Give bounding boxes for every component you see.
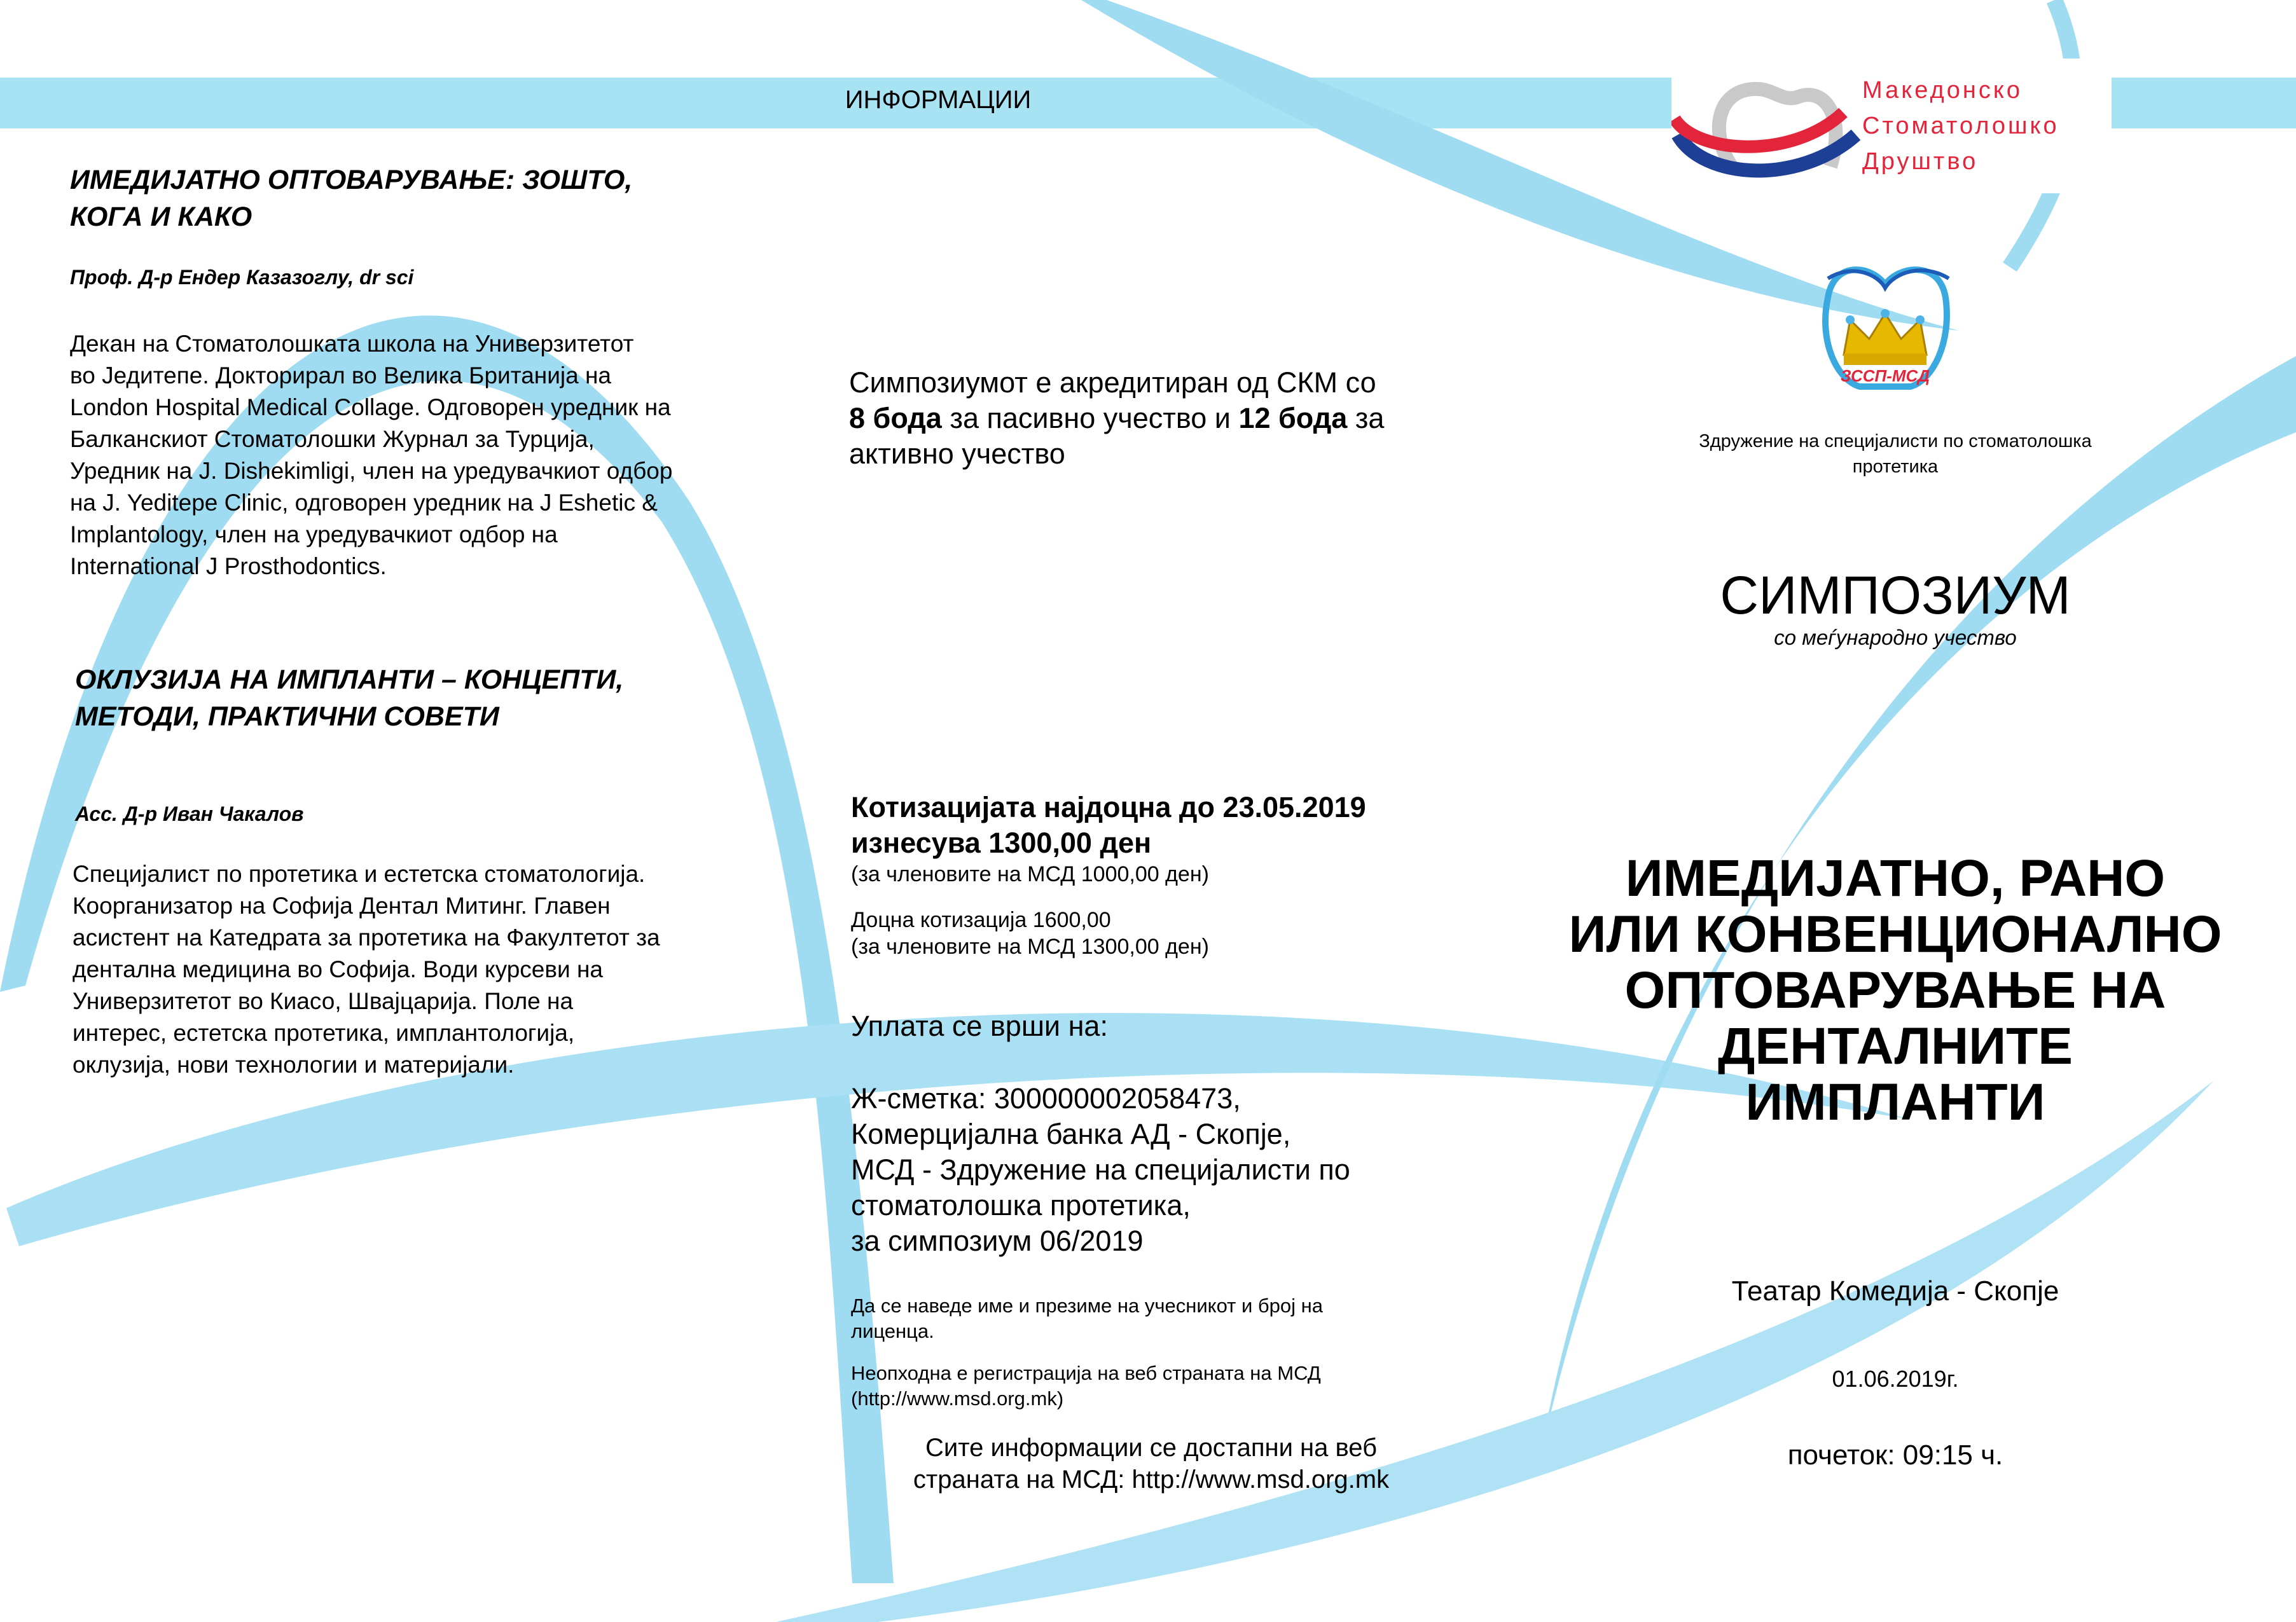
event-title-line: ДЕНТАЛНИТЕ: [1718, 1017, 2073, 1075]
talk2-speaker: Асс. Д-р Иван Чакалов: [75, 802, 304, 825]
zssp-crown-logo: [1815, 259, 1955, 393]
payment-line: Ж-сметка: 300000002058473,: [851, 1082, 1241, 1115]
association-line: протетика: [1852, 457, 1939, 477]
payment-line: стоматолошка протетика,: [851, 1189, 1191, 1221]
payment-line: Комерцијална банка АД - Скопје,: [851, 1118, 1291, 1150]
fee-member-note: (за членовите на МСД 1000,00 ден): [851, 862, 1209, 886]
bio-line: дентална медицина во Софија. Води курсеви на: [73, 956, 603, 982]
fee-block: [851, 790, 1512, 960]
accreditation-line: Симпозиумот е акредитиран од СКМ со: [849, 366, 1376, 399]
payment-heading: Уплата се врши на:: [851, 1010, 1108, 1042]
talk2-title: [75, 661, 775, 735]
payment-details: [851, 1081, 1551, 1259]
event-title-line: ОПТОВАРУВАЊЕ НА: [1624, 961, 2166, 1019]
event-title-line: ИМПЛАНТИ: [1745, 1073, 2045, 1131]
event-title-line: ИМЕДИЈАТНО, РАНО: [1625, 849, 2166, 907]
event-subtitle: со меѓународно учество: [1774, 626, 2017, 649]
website-line: страната на МСД: http://www.msd.org.mk: [913, 1466, 1390, 1494]
bio-line: Коорганизатор на Софија Дентал Митинг. Главен: [73, 893, 611, 919]
talk1-speaker: Проф. Д-р Ендер Казазоглу, dr sci: [70, 266, 414, 289]
association-name: [1628, 429, 2162, 479]
bio-line: во Једитепе. Докторирал во Велика Британија на: [70, 362, 611, 388]
event-start-time: почеток: 09:15 ч.: [1787, 1440, 2003, 1471]
talk2-bio: [73, 858, 804, 1081]
bio-line: Уредник на J. Dishekimligi, член на уредувачкиот одбор: [70, 458, 673, 484]
bio-line: International J Prosthodontics.: [70, 553, 387, 579]
event-date: 01.06.2019г.: [1832, 1366, 1959, 1392]
accreditation-text: [849, 365, 1511, 472]
fee-line: изнесува 1300,00 ден: [851, 827, 1152, 859]
crown-logo-label: ЗССП-МСД: [1840, 366, 1930, 385]
logo-line: Друштво: [1862, 148, 1979, 175]
bio-line: интерес, естетска протетика, имплантологија,: [73, 1020, 575, 1046]
payment-line: за симпозиум 06/2019: [851, 1225, 1144, 1257]
bio-line: Implantology, член на уредувачкиот одбор на: [70, 521, 558, 547]
accreditation-connector: за: [1347, 402, 1385, 434]
event-venue: Театар Комедија - Скопје: [1731, 1275, 2059, 1307]
bio-line: оклузија, нови технологии и материјали.: [73, 1052, 515, 1078]
event-title-line: ИЛИ КОНВЕНЦИОНАЛНО: [1568, 905, 2222, 963]
event-type: СИМПОЗИУМ: [1720, 565, 2071, 625]
website-line: Сите информации се достапни на веб: [925, 1434, 1377, 1462]
talk2-title-line: МЕТОДИ, ПРАКТИЧНИ СОВЕТИ: [75, 701, 499, 732]
registration-notes: [851, 1293, 1525, 1412]
note-line: Да се наведе име и презиме на учесникот и број на: [851, 1295, 1323, 1317]
header-band-label: ИНФОРМАЦИИ: [845, 86, 1032, 114]
talk1-title-line: КОГА И КАКО: [70, 202, 252, 232]
event-title: [1526, 851, 2264, 1131]
association-line: Здружение на специјалисти по стоматолошка: [1699, 431, 2092, 451]
talk2-title-line: ОКЛУЗИЈА НА ИМПЛАНТИ – КОНЦЕПТИ,: [75, 664, 624, 695]
logo-line: Македонско: [1862, 77, 2023, 104]
website-info: [871, 1432, 1431, 1495]
bio-line: Универзитетот во Киасо, Швајцарија. Поле на: [73, 988, 574, 1014]
msd-tooth-icon: [1671, 58, 1862, 193]
accreditation-line: [849, 401, 1511, 436]
talk1-title-line: ИМЕДИЈАТНО ОПТОВАРУВАЊЕ: ЗОШТО,: [70, 165, 633, 195]
accreditation-line: активно учество: [849, 437, 1065, 470]
payment-line: МСД - Здружение на специјалисти по: [851, 1153, 1350, 1186]
passive-points: 8 бода: [849, 402, 942, 434]
fee-line: Котизацијата најдоцна до 23.05.2019: [851, 791, 1366, 823]
bio-line: London Hospital Medical Collage. Одговорен уредник на: [70, 394, 671, 420]
late-fee-member-note: (за членовите на МСД 1300,00 ден): [851, 935, 1209, 959]
accreditation-connector: за пасивно учество и: [941, 402, 1239, 434]
talk1-bio: [70, 328, 789, 582]
bio-line: асистент на Катедрата за протетика на Факултетот за: [73, 924, 660, 951]
active-points: 12 бода: [1238, 402, 1348, 434]
late-fee: Доцна котизација 1600,00: [851, 908, 1111, 932]
note-line: (http://www.msd.org.mk): [851, 1387, 1064, 1410]
msd-logo: [1671, 58, 2112, 193]
logo-line: Стоматолошко: [1862, 113, 2059, 139]
note-line: Неопходна е регистрација на веб страната на МСД: [851, 1362, 1321, 1384]
bio-line: Декан на Стоматолошката школа на Универзитетот: [70, 331, 634, 357]
note-line: лиценца.: [851, 1320, 934, 1342]
bio-line: Специјалист по протетика и естетска стоматологија.: [73, 861, 646, 887]
bio-line: Балканскиот Стоматолошки Журнал за Турција,: [70, 426, 595, 452]
bio-line: на J. Yeditepe Clinic, одговорен уредник на J Eshetic &: [70, 490, 658, 516]
msd-logo-text: [1862, 72, 2059, 179]
talk1-title: [70, 162, 770, 235]
